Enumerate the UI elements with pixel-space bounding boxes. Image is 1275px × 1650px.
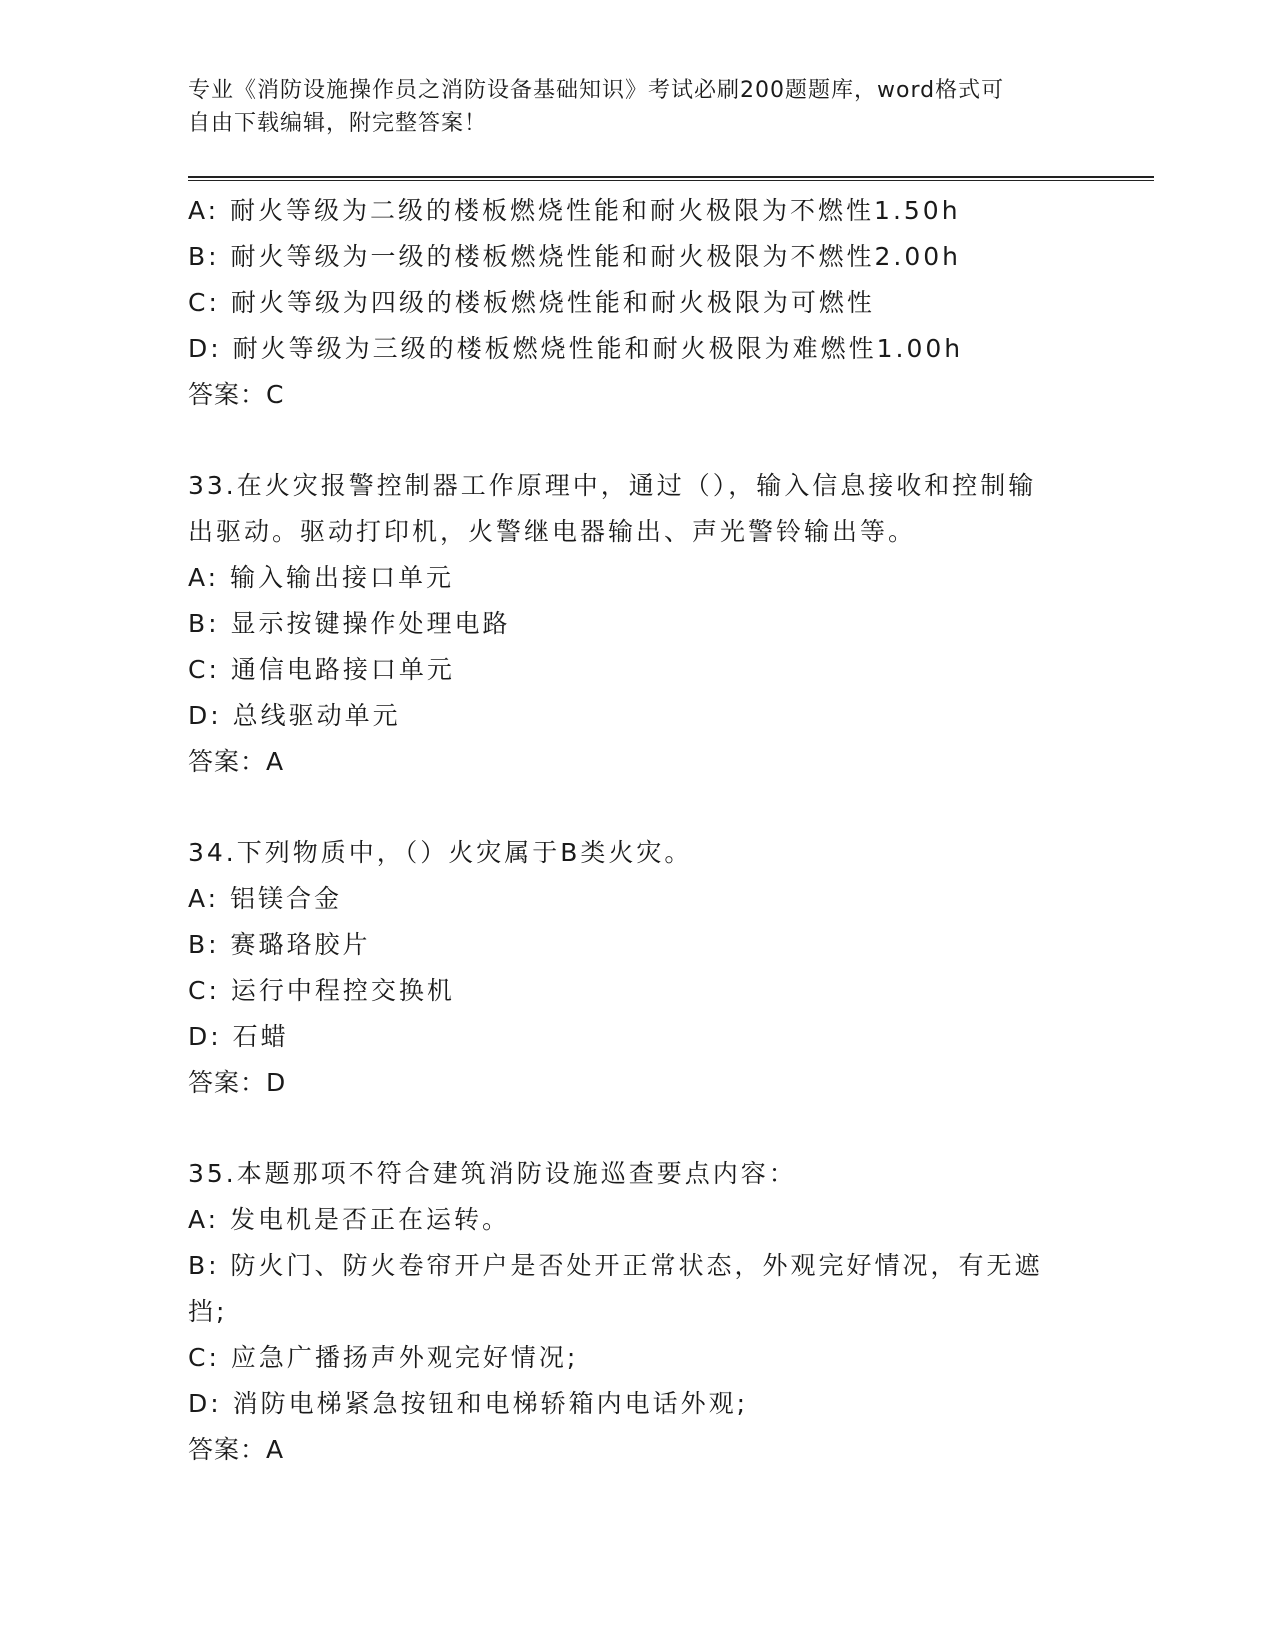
option-b: B: 显示按键操作处理电路 [188,609,511,638]
spacer [188,785,1088,830]
question-35 [188,1151,1088,1473]
question-stem-continued: 出驱动。驱动打印机，火警继电器输出、声光警铃输出等。 [188,517,917,546]
question-stem: 35.本题那项不符合建筑消防设施巡查要点内容： [188,1159,797,1188]
document-header [188,74,1068,140]
option-a: A: 铝镁合金 [188,884,343,913]
spacer [188,418,1088,463]
header-divider [188,176,1154,181]
option-d: D: 消防电梯紧急按钮和电梯轿箱内电话外观; [188,1389,749,1418]
question-33 [188,463,1088,785]
question-stem: 33.在火灾报警控制器工作原理中，通过（），输入信息接收和控制输 [188,471,1037,500]
option-b: B: 耐火等级为一级的楼板燃烧性能和耐火极限为不燃性2.00h [188,242,962,271]
header-title-line-1: 专业《消防设施操作员之消防设备基础知识》考试必刷200题题库，word格式可 [188,78,1005,103]
answer-line: 答案：A [188,747,285,776]
spacer [188,1106,1088,1151]
option-d: D: 石蜡 [188,1022,289,1051]
option-c: C: 应急广播扬声外观完好情况; [188,1343,579,1372]
header-title-line-2: 自由下载编辑，附完整答案！ [188,111,488,136]
answer-line: 答案：A [188,1435,285,1464]
answer-line: 答案：D [188,1068,287,1097]
option-a: A: 耐火等级为二级的楼板燃烧性能和耐火极限为不燃性1.50h [188,196,961,225]
option-a: A: 发电机是否正在运转。 [188,1205,511,1234]
question-list [188,188,1088,1473]
option-c: C: 运行中程控交换机 [188,976,455,1005]
option-b: B: 赛璐珞胶片 [188,930,371,959]
option-d: D: 总线驱动单元 [188,701,401,730]
option-d: D: 耐火等级为三级的楼板燃烧性能和耐火极限为难燃性1.00h [188,334,964,363]
answer-line: 答案：C [188,380,285,409]
option-c: C: 耐火等级为四级的楼板燃烧性能和耐火极限为可燃性 [188,288,875,317]
option-b-continued: 挡; [188,1297,228,1326]
option-a: A: 输入输出接口单元 [188,563,455,592]
question-32 [188,188,1088,418]
question-34 [188,830,1088,1106]
option-c: C: 通信电路接口单元 [188,655,455,684]
question-stem: 34.下列物质中，（）火灾属于B类火灾。 [188,838,693,867]
option-b: B: 防火门、防火卷帘开户是否处开正常状态，外观完好情况，有无遮 [188,1251,1043,1280]
